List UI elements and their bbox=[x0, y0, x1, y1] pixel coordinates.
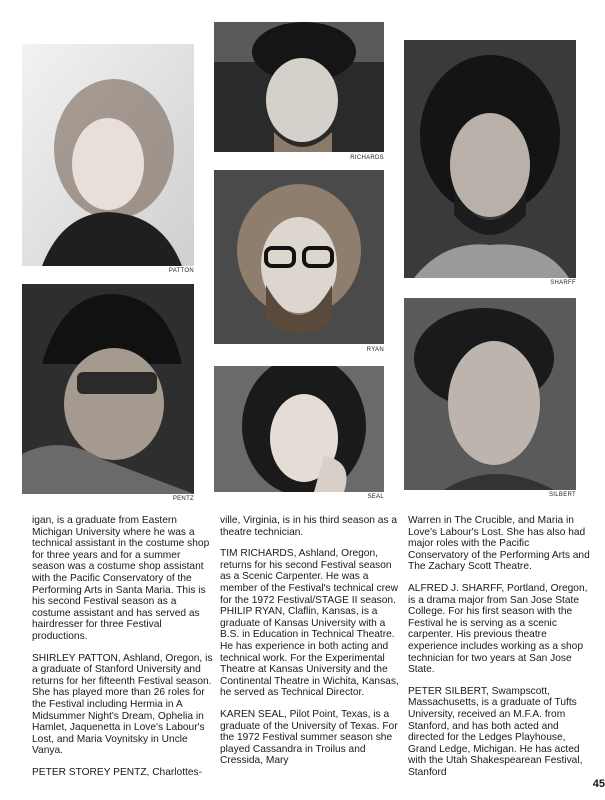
page-number: 45 bbox=[592, 778, 605, 790]
paragraph-patton-bio: SHIRLEY PATTON, Ashland, Oregon, is a graduate of Stanford University and returns for her fifteenth Festival season. She has played more than 26 roles for the Festival including Hermia in A Midsummer Night's Dream, Ophelia in Hamlet, Jaquenetta in Love's Labour's Lost, and Maria Voynitsky in Uncle Vanya. bbox=[32, 652, 213, 757]
caption-seal: SEAL bbox=[367, 494, 384, 500]
paragraph-pentz-bio-start: PETER STOREY PENTZ, Charlottes- bbox=[32, 766, 203, 778]
paragraph-seal-bio-end: Warren in The Crucible, and Maria in Love's Labour's Lost. She has also had major roles with the Pacific Conservatory of the Performing Arts and The Zachary Scott Theatre. bbox=[408, 515, 590, 573]
photo-pentz bbox=[22, 284, 194, 494]
paragraph-pentz-bio-end: ville, Virginia, is in his third season as a theatre technician. bbox=[220, 515, 398, 538]
paragraph-ryan-bio: PHILIP RYAN, Claflin, Kansas, is a graduate of Kansas University with a B.S. in Education in Technical Theatre. He has experience in both acting and technical work. For the Experimental Theatre at Kansas University and the Continental Theatre in Wichita, Kansas, he served as Technical Director. bbox=[220, 606, 399, 699]
caption-richards: RICHARDS bbox=[350, 155, 384, 161]
paragraph-richards-bio: TIM RICHARDS, Ashland, Oregon, returns for his second Festival season as a Scenic Carpenter. He was a member of the Festival's technical crew for the 1972 Festival/STAGE II season. bbox=[220, 548, 399, 606]
paragraph-costume-assistant-bio: igan, is a graduate from Eastern Michigan University where he was a technical assistant in the costume shop for three years and for a summer season was a costume shop assistant with the Pacific Conservatory of the Performing Arts in Santa Maria. This is his second Festival season as a costume assistant and has served as hairdresser for three Festival productions. bbox=[32, 515, 210, 642]
caption-sharff: SHARFF bbox=[550, 280, 576, 286]
caption-silbert: SILBERT bbox=[549, 492, 576, 498]
photo-seal bbox=[214, 366, 384, 492]
photo-ryan bbox=[214, 170, 384, 344]
caption-pentz: PENTZ bbox=[172, 496, 194, 502]
paragraph-sharff-bio: ALFRED J. SHARFF, Portland, Oregon, is a drama major from San Jose State College. For his first season with the Festival he is serving as a scenic carpenter. His previous theatre experience includes working as a shop technician for two years at San Jose State. bbox=[408, 582, 588, 676]
paragraph-seal-bio-start: KAREN SEAL, Pilot Point, Texas, is a graduate of the University of Texas. For the 1972 Festival summer season she played Cassandra in Troilus and Cressida, Mary bbox=[220, 708, 398, 767]
paragraph-silbert-bio: PETER SILBERT, Swampscott, Massachusetts, is a graduate of Tufts University, received an M.F.A. from Stanford, and has both acted and directed for the Ledges Playhouse, Grand Ledge, Michigan. He has acted with the Utah Shakespearean Festival, Stanford bbox=[408, 685, 583, 778]
photo-patton bbox=[22, 44, 194, 266]
photo-richards bbox=[214, 22, 384, 152]
photo-silbert bbox=[404, 298, 576, 490]
column-middle bbox=[220, 515, 402, 767]
photo-sharff bbox=[404, 40, 576, 278]
caption-ryan: RYAN bbox=[366, 347, 384, 353]
caption-patton: PATTON bbox=[168, 268, 194, 274]
column-left bbox=[32, 515, 214, 778]
column-right bbox=[408, 515, 590, 778]
